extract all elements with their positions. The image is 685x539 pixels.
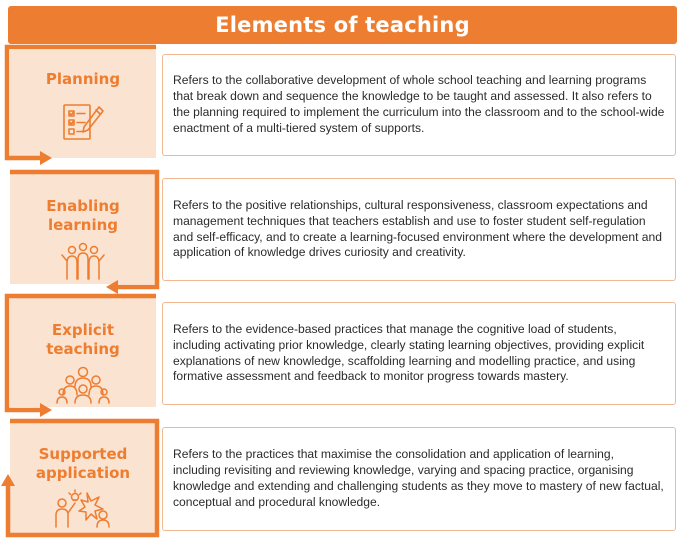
element-description-supported-application: Refers to the practices that maximise the consolidation and application of learning, including revisiting and reviewing knowledge, varying and spacing practice, organising knowledge and extending and challenging students as they move to mastery of new factual, conceptual and procedural knowledge. xyxy=(162,427,676,531)
people-group-icon xyxy=(60,241,106,288)
element-label-text: Planning xyxy=(45,70,121,88)
element-label-explicit-teaching xyxy=(10,297,156,407)
element-description-enabling-learning: Refers to the positive relationships, cultural responsiveness, classroom expectations and management techniques that teachers establish and use to foster student self-regulation and self-efficacy, and to create a learning-focused environment where the development and application of knowledge drives curiosity and creativity. xyxy=(162,178,676,281)
collaboration-idea-icon xyxy=(53,489,113,534)
diagram-title: Elements of teaching xyxy=(215,13,470,37)
audience-group-icon xyxy=(56,365,110,410)
element-label-text: Explicit teaching xyxy=(46,321,120,358)
element-label-text: Enabling learning xyxy=(46,197,120,234)
element-description-explicit-teaching: Refers to the evidence-based practices that manage the cognitive load of students, including activating prior knowledge, clearly stating learning objectives, providing explicit explanations of new knowledge, scaffolding learning and modelling practice, and using formative assessment and feedback to monitor progress towards mastery. xyxy=(162,302,676,405)
title-banner xyxy=(8,6,677,44)
element-label-planning xyxy=(10,50,156,158)
element-description-planning: Refers to the collaborative development of whole school teaching and learning programs that break down and sequence the knowledge to be taught and assessed. It also refers to the planning required to implement the curriculum into the classroom and to the school-wide enactment of a multi-tiered system of supports. xyxy=(162,54,676,156)
element-label-text: Supported application xyxy=(35,445,131,482)
element-label-enabling-learning xyxy=(10,173,156,284)
checklist-pencil-icon xyxy=(61,101,105,148)
element-label-supported-application xyxy=(10,421,156,536)
